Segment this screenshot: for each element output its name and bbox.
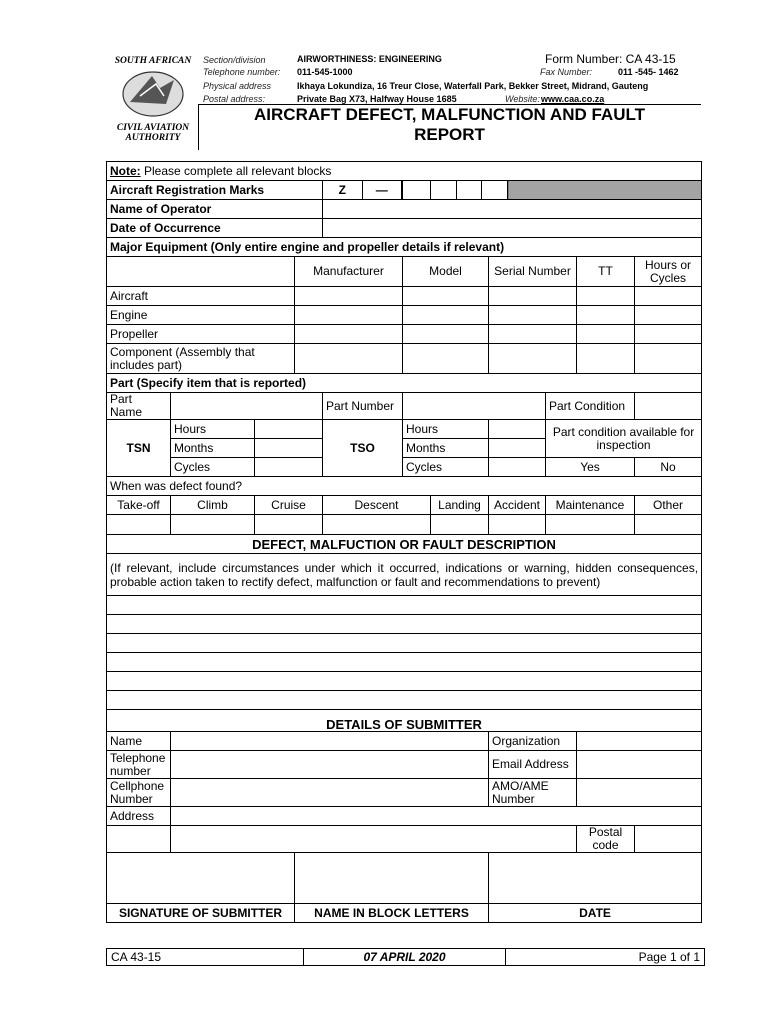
description-line[interactable] xyxy=(107,672,702,691)
tso-months-field[interactable] xyxy=(489,439,546,458)
engine-serial[interactable] xyxy=(489,306,577,325)
equip-header-blank xyxy=(107,257,295,287)
report-form xyxy=(106,161,702,923)
address-field[interactable] xyxy=(171,807,702,826)
major-equipment-heading: Major Equipment (Only entire engine and propeller details if relevant) xyxy=(107,238,702,257)
postal-code-field[interactable] xyxy=(635,826,702,853)
registration-prefix[interactable]: Z — xyxy=(323,181,403,200)
footer-form-code: CA 43-15 xyxy=(107,949,304,965)
caa-logo xyxy=(112,56,194,146)
tso-hours-label: Hours xyxy=(403,420,489,439)
part-condition-label: Part Condition xyxy=(546,393,635,420)
component-serial[interactable] xyxy=(489,344,577,374)
tso-months-label: Months xyxy=(403,439,489,458)
website-link[interactable]: www.caa.co.za xyxy=(541,94,605,104)
tsn-months-label: Months xyxy=(171,439,255,458)
address-label: Address xyxy=(107,807,171,826)
postal-label: Postal address: xyxy=(203,94,266,104)
component-model[interactable] xyxy=(403,344,489,374)
maintenance-checkbox[interactable] xyxy=(546,515,635,535)
address-blank xyxy=(107,826,171,853)
amo-field[interactable] xyxy=(577,779,702,807)
physical-value: Ikhaya Lokundiza, 16 Treur Close, Waterfall Park, Bekker Street, Midrand, Gauteng xyxy=(297,81,649,91)
component-manufacturer[interactable] xyxy=(295,344,403,374)
fax-value: 011 -545- 1462 xyxy=(618,67,679,77)
footer-page: Page 1 of 1 xyxy=(638,950,700,964)
name-label: Name xyxy=(107,732,171,751)
phase-other: Other xyxy=(635,496,702,515)
telephone-field[interactable] xyxy=(171,751,489,779)
aircraft-model[interactable] xyxy=(403,287,489,306)
phase-climb: Climb xyxy=(171,496,255,515)
registration-box-1[interactable] xyxy=(403,181,431,200)
col-tt: TT xyxy=(577,257,635,287)
aircraft-manufacturer[interactable] xyxy=(295,287,403,306)
page-footer xyxy=(106,948,705,966)
part-name-field[interactable] xyxy=(171,393,323,420)
tsn-cycles-field[interactable] xyxy=(255,458,323,477)
block-letters-box[interactable] xyxy=(295,853,489,904)
aircraft-serial[interactable] xyxy=(489,287,577,306)
postal-value: Private Bag X73, Halfway House 1685 xyxy=(297,94,457,104)
propeller-serial[interactable] xyxy=(489,325,577,344)
phase-cruise: Cruise xyxy=(255,496,323,515)
telephone-label: Telephone number: xyxy=(203,67,281,77)
phase-landing: Landing xyxy=(431,496,489,515)
engine-manufacturer[interactable] xyxy=(295,306,403,325)
part-number-label: Part Number xyxy=(323,393,403,420)
cruise-checkbox[interactable] xyxy=(255,515,323,535)
landing-checkbox[interactable] xyxy=(431,515,489,535)
registration-label: Aircraft Registration Marks xyxy=(107,181,323,200)
col-model: Model xyxy=(403,257,489,287)
telephone-label-field: Telephone number xyxy=(107,751,171,779)
tsn-label: TSN xyxy=(107,420,171,477)
description-heading: DEFECT, MALFUCTION OR FAULT DESCRIPTION xyxy=(107,535,702,554)
amo-label: AMO/AME Number xyxy=(489,779,577,807)
operator-label: Name of Operator xyxy=(107,200,323,219)
part-condition-field[interactable] xyxy=(635,393,702,420)
postal-code-label: Postal code xyxy=(577,826,635,853)
block-letters-label: NAME IN BLOCK LETTERS xyxy=(295,904,489,923)
name-field[interactable] xyxy=(171,732,489,751)
section-label: Section/division xyxy=(203,55,266,65)
page-title: AIRCRAFT DEFECT, MALFUNCTION AND FAULT REPORT xyxy=(254,105,645,144)
registration-shaded xyxy=(508,181,702,200)
occurrence-field[interactable] xyxy=(323,219,702,238)
tso-label: TSO xyxy=(323,420,403,477)
descent-checkbox[interactable] xyxy=(323,515,431,535)
tso-hours-field[interactable] xyxy=(489,420,546,439)
logo-emblem-icon xyxy=(112,66,194,118)
row-aircraft: Aircraft xyxy=(107,287,295,306)
tsn-hours-field[interactable] xyxy=(255,420,323,439)
col-serial: Serial Number xyxy=(489,257,577,287)
engine-tt[interactable] xyxy=(577,306,635,325)
submitter-heading: DETAILS OF SUBMITTER xyxy=(107,710,702,732)
propeller-manufacturer[interactable] xyxy=(295,325,403,344)
no-option[interactable]: No xyxy=(635,458,702,477)
component-tt[interactable] xyxy=(577,344,635,374)
propeller-hours[interactable] xyxy=(635,325,702,344)
phase-descent: Descent xyxy=(323,496,431,515)
col-hours-cycles: Hours or Cycles xyxy=(635,257,702,287)
part-number-field[interactable] xyxy=(403,393,546,420)
row-propeller: Propeller xyxy=(107,325,295,344)
takeoff-checkbox[interactable] xyxy=(107,515,171,535)
propeller-model[interactable] xyxy=(403,325,489,344)
accident-checkbox[interactable] xyxy=(489,515,546,535)
note-row: Note: Please complete all relevant blocks xyxy=(107,162,702,181)
tso-cycles-field[interactable] xyxy=(489,458,546,477)
occurrence-label: Date of Occurrence xyxy=(107,219,323,238)
organization-label: Organization xyxy=(489,732,577,751)
yes-option[interactable]: Yes xyxy=(546,458,635,477)
description-line[interactable] xyxy=(107,596,702,615)
physical-label: Physical address xyxy=(203,81,272,91)
registration-box-2[interactable] xyxy=(431,181,508,200)
row-component: Component (Assembly that includes part) xyxy=(107,344,295,374)
signature-box[interactable] xyxy=(107,853,295,904)
website-label: Website: xyxy=(505,94,540,104)
logo-text-top: SOUTH AFRICAN xyxy=(114,56,192,66)
engine-hours[interactable] xyxy=(635,306,702,325)
tsn-months-field[interactable] xyxy=(255,439,323,458)
component-hours[interactable] xyxy=(635,344,702,374)
part-available-label: Part condition available for inspection xyxy=(546,420,702,458)
part-name-label: Part Name xyxy=(107,393,171,420)
fax-label: Fax Number: xyxy=(540,67,593,77)
footer-date: 07 APRIL 2020 xyxy=(304,949,506,965)
form-number: Form Number: CA 43-15 xyxy=(545,52,676,66)
organization-field[interactable] xyxy=(577,732,702,751)
phase-accident: Accident xyxy=(489,496,546,515)
date-box[interactable] xyxy=(489,853,702,904)
climb-checkbox[interactable] xyxy=(171,515,255,535)
logo-text-bottom: CIVIL AVIATION AUTHORITY xyxy=(116,123,190,143)
aircraft-tt[interactable] xyxy=(577,287,635,306)
operator-field[interactable] xyxy=(323,200,702,219)
description-line[interactable] xyxy=(107,653,702,672)
address-field-2[interactable] xyxy=(171,826,577,853)
tsn-hours-label: Hours xyxy=(171,420,255,439)
engine-model[interactable] xyxy=(403,306,489,325)
row-engine: Engine xyxy=(107,306,295,325)
telephone-value: 011-545-1000 xyxy=(297,67,353,77)
phase-takeoff: Take-off xyxy=(107,496,171,515)
section-value: AIRWORTHINESS: ENGINEERING xyxy=(297,54,442,64)
part-heading: Part (Specify item that is reported) xyxy=(107,374,702,393)
description-line[interactable] xyxy=(107,691,702,710)
tsn-cycles-label: Cycles xyxy=(171,458,255,477)
propeller-tt[interactable] xyxy=(577,325,635,344)
phase-maintenance: Maintenance xyxy=(546,496,635,515)
description-instructions: (If relevant, include circumstances under which it occurred, indications or warning, hidden consequences, probable action taken to rectify defect, malfunction or fault and recommendations to prevent) xyxy=(107,554,702,596)
email-label: Email Address xyxy=(489,751,577,779)
tso-cycles-label: Cycles xyxy=(403,458,489,477)
description-line[interactable] xyxy=(107,634,702,653)
other-checkbox[interactable] xyxy=(635,515,702,535)
col-manufacturer: Manufacturer xyxy=(295,257,403,287)
email-field[interactable] xyxy=(577,751,702,779)
description-line[interactable] xyxy=(107,615,702,634)
defect-found-label: When was defect found? xyxy=(107,477,702,496)
signature-label: SIGNATURE OF SUBMITTER xyxy=(107,904,295,923)
date-label: DATE xyxy=(489,904,702,923)
aircraft-hours[interactable] xyxy=(635,287,702,306)
cellphone-label: Cellphone Number xyxy=(107,779,171,807)
cellphone-field[interactable] xyxy=(171,779,489,807)
